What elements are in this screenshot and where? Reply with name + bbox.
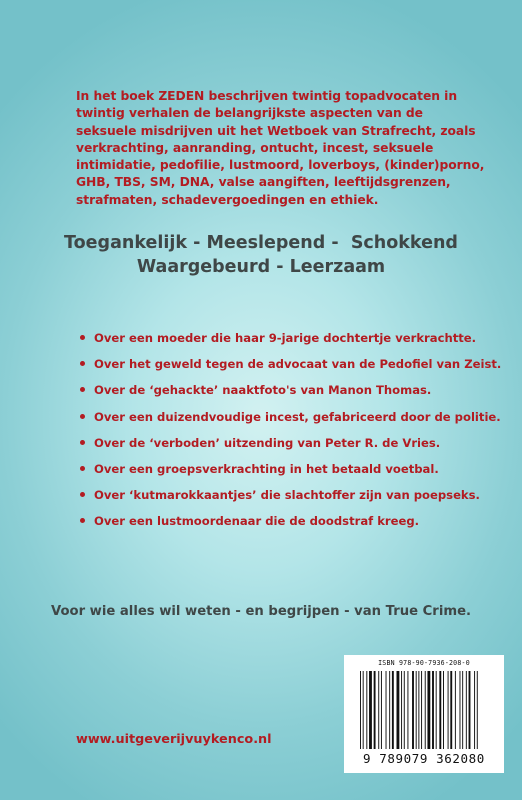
bullet-icon (80, 440, 85, 445)
tagline-line-1: Toegankelijk - Meeslepend - Schokkend (64, 233, 458, 253)
barcode (344, 655, 504, 773)
list-item (80, 410, 500, 436)
list-item (80, 331, 500, 357)
list-item-text: Over een lustmoordenaar die de doodstraf kreeg. (94, 514, 420, 529)
tagline-line-2: Waargebeurd - Leerzaam (136, 257, 386, 277)
bullet-icon (80, 518, 85, 523)
list-item (80, 357, 500, 383)
taglines (0, 231, 522, 279)
barcode-bars (358, 671, 498, 749)
publisher-website: www.uitgeverijvuykenco.nl (76, 732, 272, 747)
closing-line: Voor wie alles wil weten - en begrijpen - van True Crime. (50, 604, 472, 619)
barcode-number: 9 789079 362080 (363, 751, 485, 766)
bullet-icon (80, 387, 85, 392)
list-item (80, 488, 500, 514)
bullet-icon (80, 466, 85, 471)
list-item (80, 462, 500, 488)
intro-paragraph (76, 88, 486, 209)
list-item (80, 514, 500, 540)
list-item-text: Over de ‘gehackte’ naaktfoto's van Manon Thomas. (94, 383, 432, 398)
bullet-icon (80, 492, 85, 497)
list-item-text: Over een moeder die haar 9-jarige dochtertje verkrachtte. (94, 331, 477, 345)
intro-text: In het boek ZEDEN beschrijven twintig topadvocaten in twintig verhalen de belangrijkste aspecten van de seksuele misdrijven uit het Wetboek van Strafrecht, zoals verkrachting, aanranding, ontucht, incest, seksuele intimidatie, pedofilie, lustmoord, loverboys, (kinder)porno, GHB, TBS, SM, DNA, valse aangiften, leeftijdsgrenzen, strafmaten, schadevergoedingen en ethiek. (76, 89, 485, 207)
list-item (80, 436, 500, 462)
list-item-text: Over de ‘verboden’ uitzending van Peter R. de Vries. (94, 435, 441, 450)
bullet-icon (80, 414, 85, 419)
list-item-text: Over ‘kutmarokkaantjes’ die slachtoffer zijn van poepseks. (94, 488, 480, 503)
bullet-icon (80, 361, 85, 366)
isbn-label: ISBN 978-90-7936-208-0 (378, 659, 470, 667)
list-item-text: Over het geweld tegen de advocaat van de Pedofiel van Zeist. (94, 357, 502, 372)
list-item (80, 383, 500, 409)
list-item-text: Over een groepsverkrachting in het betaald voetbal. (94, 461, 439, 476)
story-list (80, 331, 500, 541)
bullet-icon (80, 335, 85, 340)
list-item-text: Over een duizendvoudige incest, gefabriceerd door de politie. (94, 409, 501, 424)
